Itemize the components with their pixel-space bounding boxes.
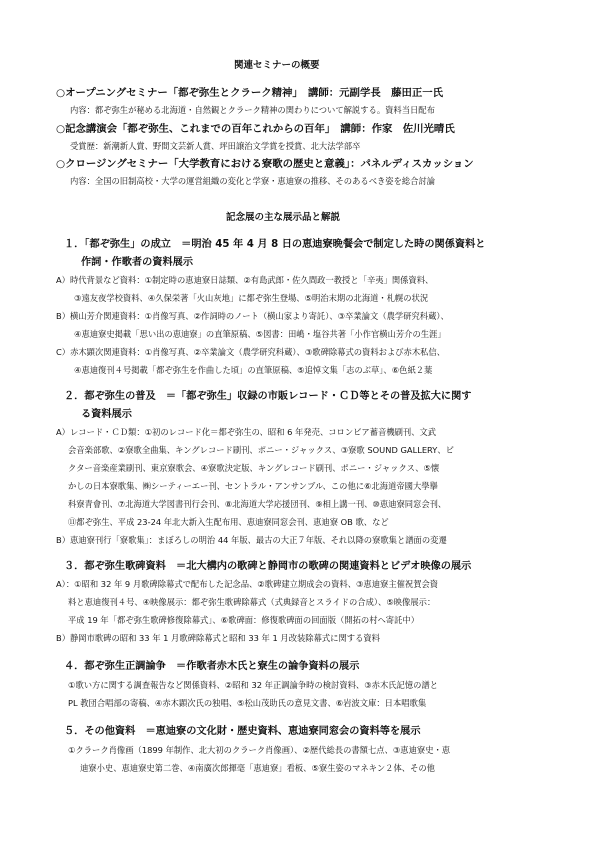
section-3-body-line-4: B）静岡市歌碑の昭和 33 年 1 月歌碑除幕式と昭和 33 年 1 月改装除幕式に関する資料 [56,633,380,643]
section-1-body-line-6: ④恵迪復刊４号掲載「都ぞ弥生を作曲した頃」の直筆原稿、⑤追悼文集「志のぶ草」、⑥色紙２葉 [74,365,433,375]
closing-seminar-heading: ○クロージングセミナー「大学教育における寮歌の歴史と意義」：パネルディスカッション [56,158,474,170]
section-4-body-line-2: PL 教団合唱部の寄稿、④赤木顕次氏の独唱、⑤松山茂助氏の意見文書、⑥岩波文庫：日本唱歌集 [68,698,427,708]
section-1-body-line-2: ③遠友夜学校資料、④久保栄著「火山灰地」に都ぞ弥生登場、⑤明治末期の北海道・札幌の状況 [74,293,429,303]
section-3-body-line-2: 料と恵迪復刊４号、④映像展示：都ぞ弥生歌碑除幕式（式典録音とスライドの合成）、⑤映像展示： [68,597,436,607]
section-1-body-line-5: C）赤木顕次関連資料：①肖像写真、②卒業論文（農学研究科蔵）、③歌碑除幕式の資料および赤木私信、 [56,347,446,357]
section-4-title-line-1: ４．都ぞ弥生正調論争 ＝作歌者赤木氏と寮生の論争資料の展示 [64,661,360,672]
memorial-lecture-heading: ○記念講演会「都ぞ弥生、これまでの百年これからの百年」 講師：作家 佐川光晴氏 [56,123,455,135]
section-3-title-line-1: ３．都ぞ弥生歌碑資料 ＝北大構内の歌碑と静岡市の歌碑の関連資料とビデオ映像の展示 [64,561,472,572]
seminar-overview-title: 関連セミナーの概要 [234,60,320,71]
section-2-body-line-7: B）恵迪寮刊行「寮歌集」：まぼろしの明治 44 年版、最古の大正７年版、それ以降の寮歌集と譜面の変遷 [56,535,447,545]
section-1-body-line-4: ④恵迪寮史掲載「思い出の恵迪寮」の直筆原稿、⑤図書：田嶋・塩谷共著「小作官横山芳介の生涯」 [74,329,446,339]
section-2-body-line-6: ⑪都ぞ弥生、平成 23-24 年北大新入生配布用、恵迪寮同窓会刊、恵迪寮 OB 歌、など [68,517,389,527]
section-3-body-line-1: A）：①昭和 32 年 9 月歌碑除幕式で配布した記念品、②歌碑建立期成会の資料、③恵迪寮主催祝賀会資 [56,579,439,589]
section-5-body-line-1: ①クラーク肖像画（1899 年制作、北大初のクラーク肖像画）、②歴代総長の書額七点、③恵迪寮史・恵 [68,745,451,755]
section-2-body-line-5: 科寮青會刊、⑦北海道大学図書刊行会刊、⑧北海道大学応援団刊、⑨相上講一刊、⑩恵迪寮同窓会刊、 [68,499,447,509]
memorial-lecture-content: 受賞歴：新潮新人賞、野間文芸新人賞、坪田譲治文学賞を授賞、北大法学部卒 [70,141,361,151]
section-1-body-line-3: B）横山芳介関連資料：①肖像写真、②作詞時のノート（横山家より寄託）、③卒業論文（農学研究科蔵）、 [56,311,449,321]
section-2-body-line-3: クター音楽産業刷刊、東京寮歌会、④寮歌決定版、キングレコード刷刊、ポニー・ジャックス、⑤懐 [68,463,440,473]
section-1-body-line-1: A）時代背景など資料：①制定時の恵迪寮日誌類、②有島武郎・佐久間政一教授と「辛夷」関係資料、 [56,275,434,285]
opening-seminar-content: 内容：都ぞ弥生が秘める北海道・自然観とクラーク精神の関わりについて解説する。資料当日配布 [70,105,435,115]
closing-seminar-content: 内容：全国の旧制高校・大学の運営組織の変化と学寮・恵迪寮の推移、そのあるべき姿を総合討論 [70,176,436,186]
section-3-body-line-3: 平成 19 年「都ぞ弥生歌碑修復除幕式」、⑥歌碑面：修復歌碑面の回面版（開拓の村へ寄託中） [68,615,419,625]
section-2-body-line-4: かしの日本寮歌集、㈱シーティーエー刊、セントラル・アンサンブル、この他に⑥北海道帝國大學擧 [68,481,438,491]
section-2-title-line-2: る資料展示 [81,409,132,420]
section-5-body-line-2: 迪寮小史、恵迪寮史第二巻、④南廣次郎揮毫「恵迪寮」看板、⑤寮生姿のマネキン２体、その他 [80,763,435,773]
section-1-title-line-1: １．「都ぞ弥生」の成立 ＝明治 45 年 4 月 8 日の恵迪寮晩餐会で制定した時の関係資料と [64,239,486,250]
section-2-body-line-2: 会音楽部歌、②寮歌全曲集、キングレコード刷刊、ポニー・ジャックス、③寮歌 SOUND GALLERY、ビ [68,445,454,455]
exhibits-title: 記念展の主な展示品と解説 [226,212,341,223]
opening-seminar-heading: ○オープニングセミナー「都ぞ弥生とクラーク精神」 講師：元副学長 藤田正一氏 [56,87,444,99]
section-4-body-line-1: ①歌い方に関する調査報告など関係資料、②昭和 32 年正調論争時の検討資料、③赤木氏記憶の譜と [68,680,439,690]
section-1-title-line-2: 作詞・作歌者の資料展示 [81,257,194,268]
section-2-title-line-1: ２．都ぞ弥生の普及 ＝「都ぞ弥生」収録の市販レコード・ＣＤ等とその普及拡大に関す [64,391,472,402]
section-5-title-line-1: ５．その他資料 ＝恵迪寮の文化財・歴史資料、恵迪寮同窓会の資料等を展示 [64,726,421,737]
section-2-body-line-1: A）レコード・ＣＤ類：①初のレコード化＝都ぞ弥生の、昭和 6 年発売、コロンビア蓄音機刷刊、文武 [56,427,437,437]
